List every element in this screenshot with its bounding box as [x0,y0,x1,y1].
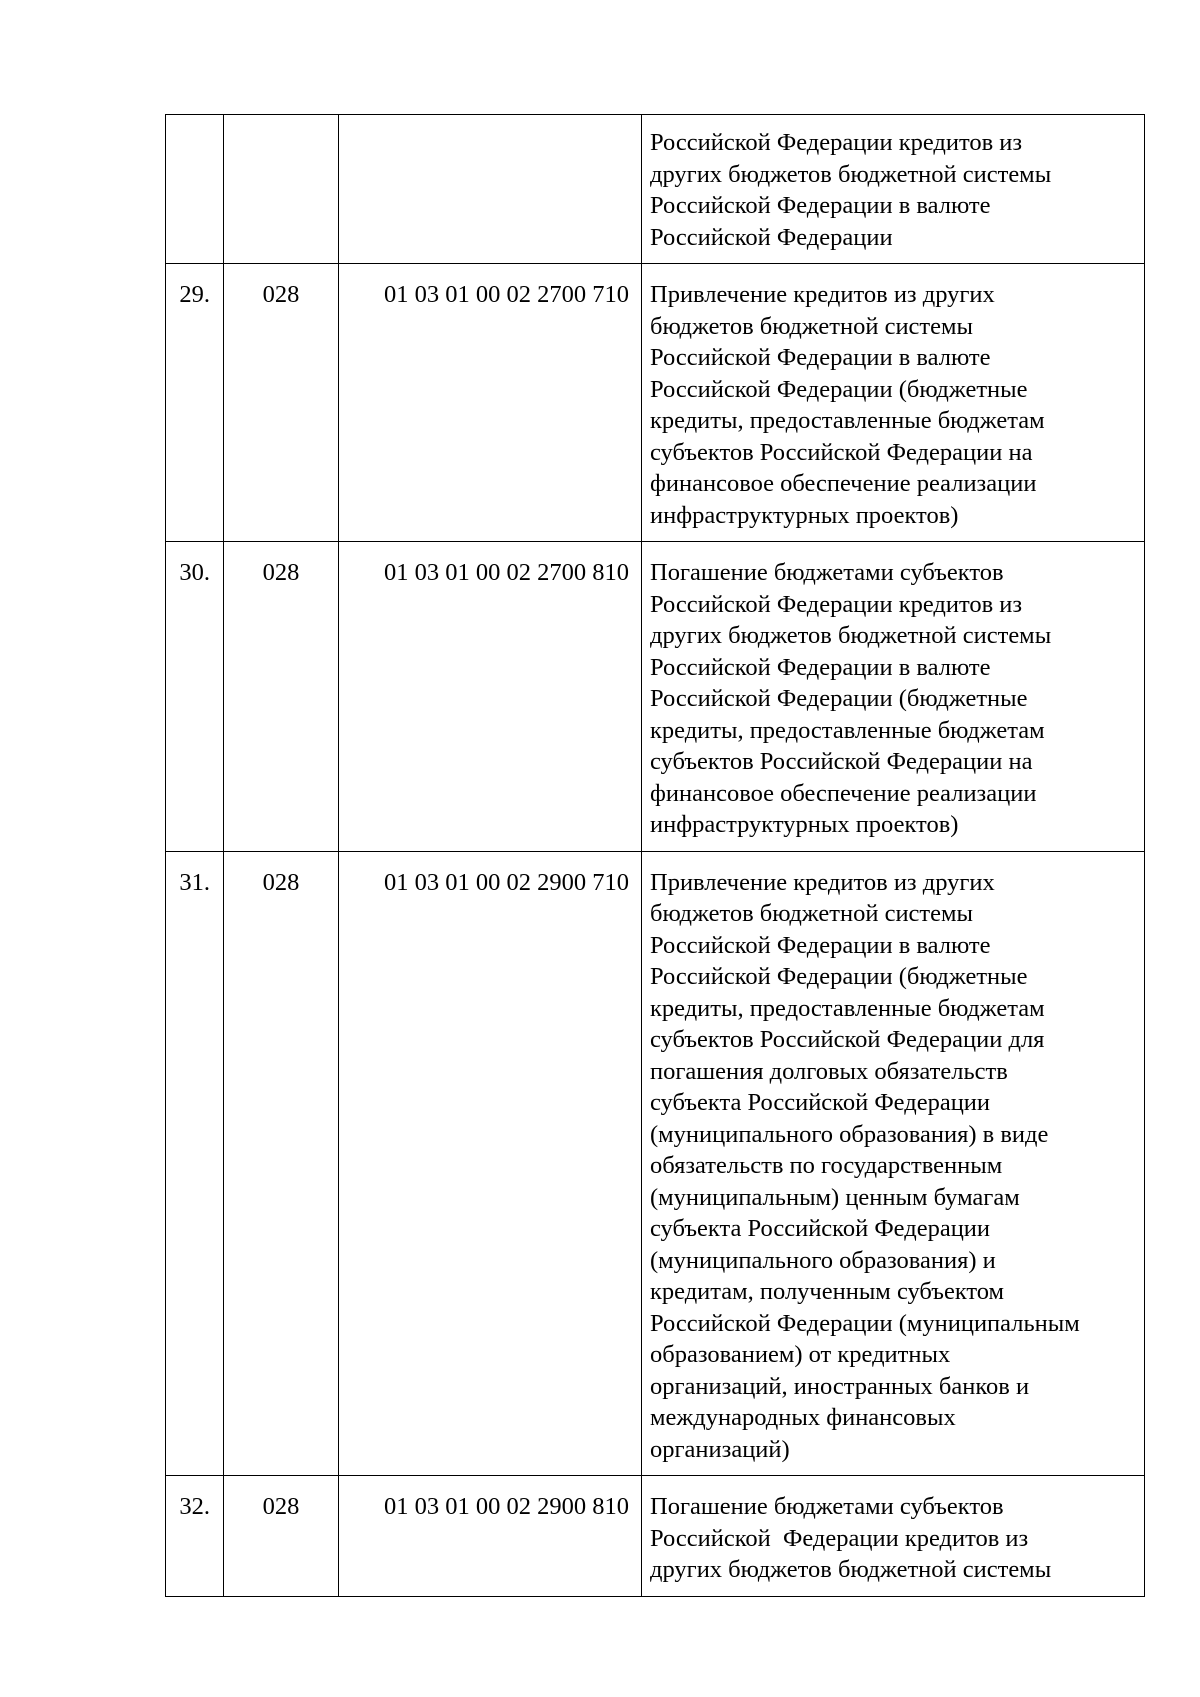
source-name-line: других бюджетов бюджетной системы [650,622,1052,649]
source-name-line: кредиты, предоставленные бюджетам [650,994,1045,1022]
kbk-code-cell: 01 03 01 00 02 2900 710 [339,851,642,1476]
source-name-line: Российской Федерации кредитов из [650,590,1023,618]
admin-code-cell: 028 [224,542,339,852]
source-name-line: образованием) от кредитных [650,1341,951,1368]
source-name-line: субъектов Российской Федерации на [650,748,1033,775]
kbk-code-cell: 01 03 01 00 02 2700 810 [339,542,642,852]
source-name-cell [642,115,1145,264]
source-name-line: Российской Федерации [650,223,893,251]
source-name-line: Погашение бюджетами субъектов [650,559,1004,586]
source-name-line: Российской Федерации кредитов из [650,1524,1029,1552]
source-name-line: Привлечение кредитов из других [650,868,995,896]
source-name-line: погашения долговых обязательств [650,1057,1008,1085]
budget-codes-table [165,114,1145,1597]
table-row [166,1476,1145,1597]
source-name-line: Привлечение кредитов из других [650,281,995,308]
source-name-line: (муниципального образования) в виде [650,1120,1049,1148]
admin-code-cell: 028 [224,264,339,542]
source-name-cell [642,264,1145,542]
row-number-cell: 31. [166,851,224,1476]
source-name-line: кредиты, предоставленные бюджетам [650,407,1045,434]
kbk-code-cell: 01 03 01 00 02 2700 710 [339,264,642,542]
source-name-cell [642,851,1145,1476]
source-name-line: Российской Федерации в валюте [650,653,991,681]
source-name-line: Российской Федерации (бюджетные [650,375,1028,403]
row-number-cell: 32. [166,1476,224,1597]
table-row [166,851,1145,1476]
source-name-line: (муниципального образования) и [650,1246,996,1274]
source-name-line: кредитам, полученным субъектом [650,1278,1005,1305]
table-row [166,264,1145,542]
source-name-line: Российской Федерации (бюджетные [650,963,1028,990]
source-name-line: Российской Федерации (бюджетные [650,685,1028,712]
source-name-line: Российской Федерации кредитов из [650,129,1023,156]
source-name-line: обязательств по государственным [650,1152,1003,1179]
source-name-line: финансовое обеспечение реализации [650,779,1037,807]
source-name-line: Российской Федерации в валюте [650,344,991,371]
source-name-cell [642,1476,1145,1597]
source-name-line: субъектов Российской Федерации для [650,1026,1045,1053]
source-name-line: инфраструктурных проектов) [650,811,959,838]
kbk-code-cell: 01 03 01 00 02 2900 810 [339,1476,642,1597]
source-name-line: организаций) [650,1435,790,1463]
source-name-line: Российской Федерации в валюте [650,931,991,959]
source-name-line: субъектов Российской Федерации на [650,438,1033,466]
source-name-line: Российской Федерации (муниципальным [650,1309,1080,1337]
table-body [166,115,1145,1597]
source-name-line: финансовое обеспечение реализации [650,470,1037,497]
admin-code-cell: 028 [224,1476,339,1597]
source-name-line: других бюджетов бюджетной системы [650,160,1052,188]
source-name-line: бюджетов бюджетной системы [650,312,973,340]
admin-code-cell: 028 [224,851,339,1476]
table-row [166,115,1145,264]
source-name-line: Погашение бюджетами субъектов [650,1493,1004,1520]
row-number-cell: 29. [166,264,224,542]
source-name-line: инфраструктурных проектов) [650,501,959,529]
source-name-line: бюджетов бюджетной системы [650,900,973,927]
source-name-line: субъекта Российской Федерации [650,1215,991,1242]
source-name-line: международных финансовых [650,1404,956,1431]
source-name-cell [642,542,1145,852]
source-name-line: других бюджетов бюджетной системы [650,1556,1052,1583]
row-number-cell: 30. [166,542,224,852]
source-name-line: кредиты, предоставленные бюджетам [650,716,1045,744]
admin-code-cell [224,115,339,264]
source-name-line: (муниципальным) ценным бумагам [650,1183,1020,1211]
source-name-line: организаций, иностранных банков и [650,1372,1030,1400]
kbk-code-cell [339,115,642,264]
table-row [166,542,1145,852]
source-name-line: Российской Федерации в валюте [650,192,991,219]
source-name-line: субъекта Российской Федерации [650,1089,991,1116]
row-number-cell [166,115,224,264]
